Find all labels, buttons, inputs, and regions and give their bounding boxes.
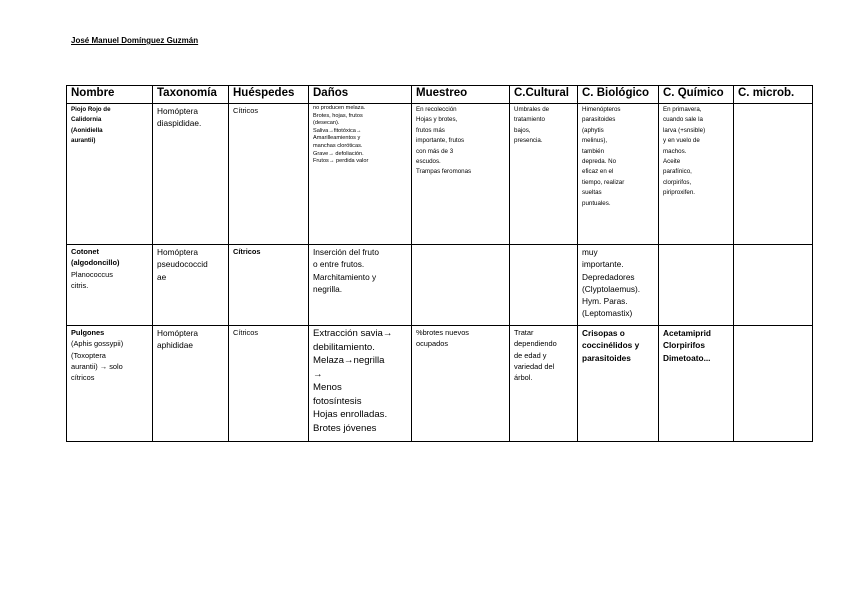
table-row [67,245,813,326]
cell-text: %brotes nuevos ocupados [416,328,469,349]
cell-text: Acetamiprid Clorpirifos Dimetoato... [663,328,711,363]
header-muestreo: Muestreo [412,86,510,104]
cell-text-bold: Cotonet (algodoncillo) [71,247,120,268]
header-control-biologico: C. Biológico [578,86,659,104]
cell-control-biologico [578,326,659,442]
cell-huespedes [229,245,309,326]
cell-nombre [67,326,153,442]
header-danos: Daños [309,86,412,104]
cell-control-cultural [510,104,578,245]
cell-control-cultural [510,326,578,442]
cell-control-quimico [659,245,734,326]
cell-control-biologico [578,104,659,245]
cell-text: Homóptera aphididae [157,328,199,351]
table-row [67,104,813,245]
cell-control-quimico [659,104,734,245]
pest-control-table [66,85,813,442]
header-row [67,86,813,104]
cell-text: (Aphis gossypii) (Toxoptera aurantii) → solo cítricos [71,339,124,383]
cell-control-quimico [659,326,734,442]
cell-text: Piojo Rojo de Calidornia (Aonidiella aurantii) [71,106,111,145]
cell-muestreo [412,326,510,442]
cell-text: Tratar dependiendo de edad y variedad del árbol. [514,328,557,383]
cell-danos [309,104,412,245]
cell-text-bold: Pulgones [71,328,105,337]
cell-text: Cítricos [233,106,259,115]
cell-text: Himenópteros parasitoides (aphytis melinus), también depreda. No eficaz en el tiempo, realizar sueltas puntuales. [582,106,625,207]
table-row [67,326,813,442]
cell-muestreo [412,104,510,245]
cell-text: Cítricos [233,328,259,337]
cell-nombre [67,245,153,326]
cell-nombre [67,104,153,245]
header-control-microbiologico: C. microb. [734,86,813,104]
cell-text: Planococcus citris. [71,269,113,290]
author-name: José Manuel Domínguez Guzmán [71,36,199,45]
header-control-quimico: C. Químico [659,86,734,104]
cell-taxonomia [153,245,229,326]
cell-text: Extracción savia→ debilitamiento. Melaza→negrilla → Menos fotosíntesis Hojas enrolladas. Brotes jóvenes [313,328,393,434]
cell-taxonomia [153,104,229,245]
cell-text: muy importante. Depredadores (Clyptolaemus). Hym. Paras. (Leptomastix) [582,247,641,319]
cell-control-microbiologico [734,245,813,326]
cell-control-microbiologico [734,326,813,442]
cell-muestreo [412,245,510,326]
header-huespedes: Huéspedes [229,86,309,104]
cell-taxonomia [153,326,229,442]
cell-control-biologico [578,245,659,326]
cell-huespedes [229,326,309,442]
header-nombre: Nombre [67,86,153,104]
cell-text: Inserción del fruto o entre frutos. Marchitamiento y negrilla. [313,247,379,294]
cell-danos [309,245,412,326]
cell-text: Homóptera diaspididae. [157,106,202,129]
cell-text: En recolección Hojas y brotes, frutos más importante, frutos con más de 3 escudos. Trampas feromonas [416,106,472,176]
cell-huespedes [229,104,309,245]
cell-text: En primavera, cuando sale la larva (+snsible) y en vuelo de machos. Aceite parafínico, clorpirifos, piriproxifen. [663,106,706,197]
cell-control-cultural [510,245,578,326]
header-control-cultural: C.Cultural [510,86,578,104]
cell-text: Homóptera pseudococcid ae [157,247,208,282]
cell-text: no producen melaza. Brotes, hojas, frutos (desecan). Saliva→fitotóxica→ Amarilleamientos y manchas cloróticas. Grave→ defoliación. Frutos→ perdida valor [313,105,369,165]
cell-danos [309,326,412,442]
cell-text: Cítricos [233,247,261,256]
header-taxonomia: Taxonomía [153,86,229,104]
cell-text: Umbrales de tratamiento bajos, presencia. [514,106,550,145]
cell-control-microbiologico [734,104,813,245]
cell-text: Crisopas o coccinélidos y parasitoides [582,328,640,363]
